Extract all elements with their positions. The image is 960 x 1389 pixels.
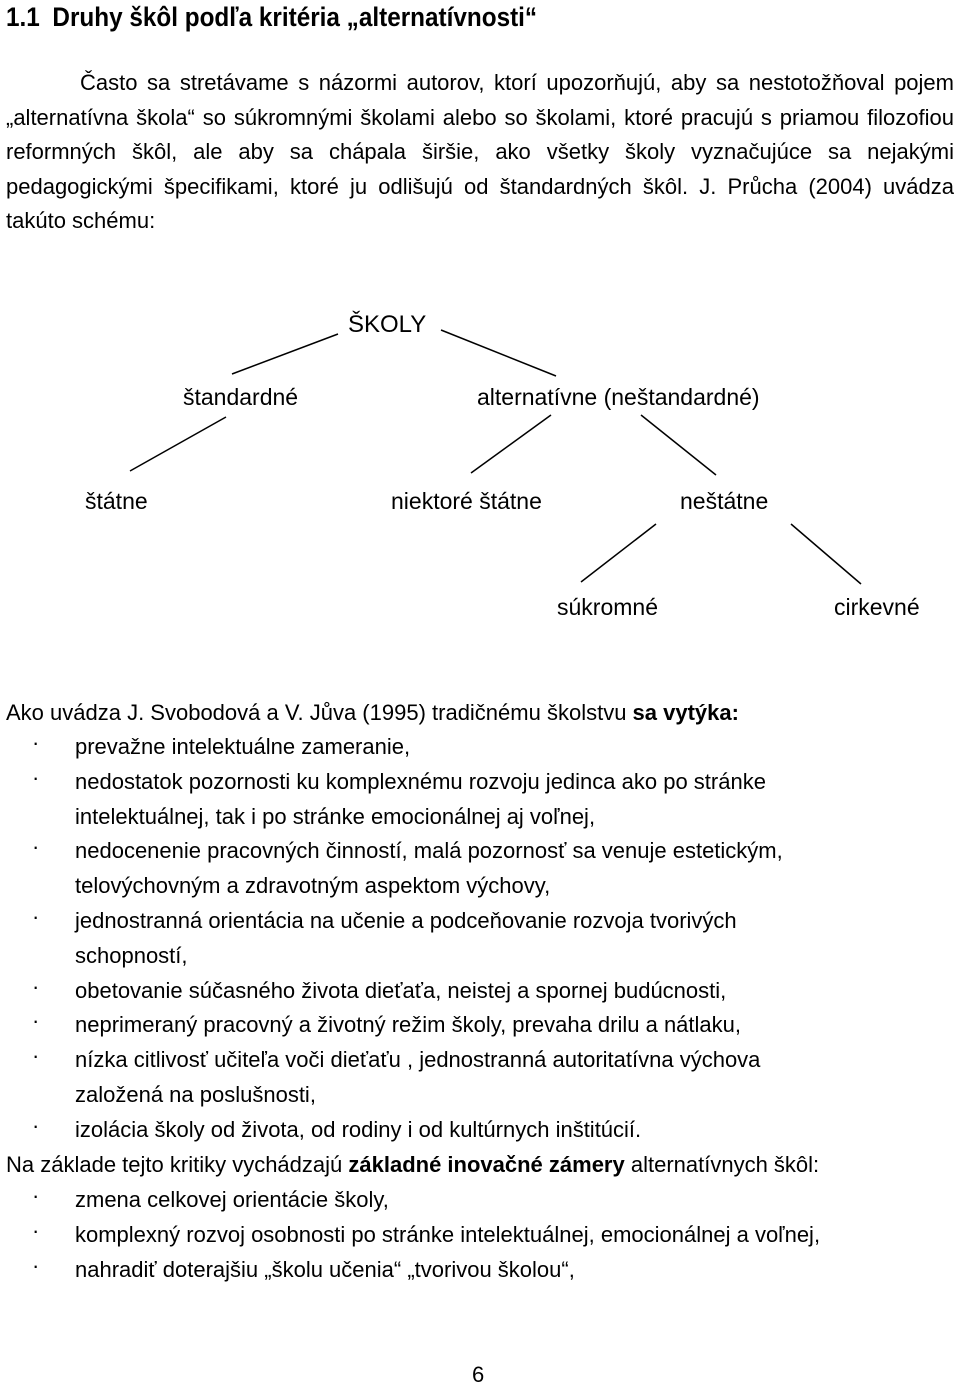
section-number: 1.1 xyxy=(6,2,40,32)
bullet-icon: · xyxy=(32,1112,40,1138)
bullet-icon: · xyxy=(32,730,40,755)
innovation-item-3-line-1: nahradiť doterajšiu „školu učenia“ „tvorivou školou“, xyxy=(75,1256,575,1282)
criticism-item-6-line-1: neprimeraný pracovný a životný režim školy, prevaha drilu a nátlaku, xyxy=(75,1012,742,1038)
bullet-icon: · xyxy=(32,1252,40,1278)
bullet-icon: · xyxy=(32,1183,40,1208)
criticism-item-4-line-2: schopností, xyxy=(75,942,188,968)
connector-alternative-non-state xyxy=(641,415,716,475)
node-private: súkromné xyxy=(557,594,658,620)
innovation-item-1-line-1: zmena celkovej orientácie školy, xyxy=(75,1187,389,1212)
connector-alternative-some-state xyxy=(471,415,551,473)
node-schools: ŠKOLY xyxy=(348,311,427,338)
connector-non-state-church xyxy=(791,524,861,584)
connector-non-state-private xyxy=(581,524,656,582)
node-some-state: niektoré štátne xyxy=(391,488,542,514)
criticism-item-2-line-1: nedostatok pozornosti ku komplexnému rozvoju jedinca ako po stránke xyxy=(75,768,766,794)
node-church: cirkevné xyxy=(834,594,920,620)
node-standard: štandardné xyxy=(183,384,299,410)
intro-text: Často sa stretávame s názormi autorov, ktorí upozorňujú, aby sa nestotožňoval pojem „alternatívna škola“ so súkromnými školami alebo so školami, ktoré pracujú s priamou filozofiou reformných škôl, ale aby sa chápala širšie, ako všetky školy vyznačujúce sa nejakými pedagogickými špecifikami, ktoré ju odlišujú od štandardných škôl. J. Průcha (2004) uvádza takúto schému: xyxy=(6,70,954,233)
page-number: 6 xyxy=(472,1362,485,1387)
criticism-item-5-line-1: obetovanie súčasného života dieťaťa, neistej a spornej budúcnosti, xyxy=(75,977,727,1003)
criticism-item-7-line-2: založená na poslušnosti, xyxy=(75,1082,316,1107)
bullet-icon: · xyxy=(32,973,40,999)
criticism-intro-bold: sa vytýka: xyxy=(632,700,739,725)
criticism-item-3-line-1: nedocenenie pracovných činností, malá pozornosť sa venuje estetickým, xyxy=(75,838,783,864)
criticism-item-3-line-2: telovýchovným a zdravotným aspektom výchovy, xyxy=(75,873,551,899)
node-alternative: alternatívne (neštandardné) xyxy=(477,384,760,410)
criticism-intro xyxy=(6,700,739,726)
node-state: štátne xyxy=(85,488,148,514)
school-types-diagram xyxy=(0,300,960,640)
innovation-intro xyxy=(6,1152,819,1178)
bullet-icon: · xyxy=(32,1217,40,1243)
connector-root-standard xyxy=(232,334,338,374)
bullet-icon: · xyxy=(32,1008,40,1034)
innovation-intro-text-end: alternatívnych škôl: xyxy=(624,1152,820,1177)
criticism-item-2-line-2: intelektuálnej, tak i po stránke emocionálnej aj voľnej, xyxy=(75,803,596,829)
innovation-intro-bold: základné inovačné zámery xyxy=(348,1152,625,1177)
section-heading xyxy=(6,2,537,33)
connector-root-alternative xyxy=(441,330,556,376)
section-title: Druhy škôl podľa kritéria „alternatívnosti“ xyxy=(52,2,538,32)
criticism-item-7-line-1: nízka citlivosť učiteľa voči dieťaťu , jednostranná autoritatívna výchova xyxy=(75,1047,761,1073)
bullet-icon: · xyxy=(32,904,40,929)
node-non-state: neštátne xyxy=(680,488,769,514)
intro-paragraph xyxy=(6,66,954,239)
criticism-intro-text: Ako uvádza J. Svobodová a V. Jůva (1995) tradičnému školstvu xyxy=(6,700,633,725)
diagram-connectors xyxy=(0,300,960,640)
criticism-item-1-line-1: prevažne intelektuálne zameranie, xyxy=(75,734,411,759)
innovation-intro-text: Na základe tejto kritiky vychádzajú xyxy=(6,1152,349,1177)
bullet-icon: · xyxy=(32,834,40,860)
criticism-item-4-line-1: jednostranná orientácia na učenie a podceňovanie rozvoja tvorivých xyxy=(75,908,737,933)
connector-standard-state xyxy=(130,417,226,471)
innovation-item-2-line-1: komplexný rozvoj osobnosti po stránke intelektuálnej, emocionálnej a voľnej, xyxy=(75,1221,821,1247)
criticism-item-8-line-1: izolácia školy od života, od rodiny i od kultúrnych inštitúcií. xyxy=(75,1116,642,1142)
bullet-icon: · xyxy=(32,1043,40,1069)
bullet-icon: · xyxy=(32,764,40,790)
